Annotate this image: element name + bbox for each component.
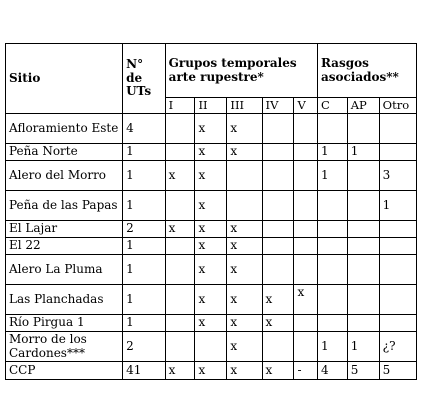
table-cell	[379, 114, 416, 144]
table-cell: x	[227, 255, 262, 285]
table-cell: x	[227, 332, 262, 362]
sub-header-cell: C	[317, 98, 347, 114]
uts-count-cell: 1	[123, 161, 166, 191]
table-cell	[227, 191, 262, 221]
table-cell	[294, 144, 317, 161]
site-name-cell: Peña de las Papas	[6, 191, 123, 221]
table-cell	[347, 161, 379, 191]
table-cell	[294, 315, 317, 332]
table-row	[6, 191, 417, 221]
table-cell	[294, 255, 317, 285]
table-cell	[165, 315, 195, 332]
table-cell	[379, 285, 416, 315]
header-site: Sitio	[6, 44, 123, 114]
table-cell	[317, 285, 347, 315]
table-cell	[262, 191, 294, 221]
uts-count-cell: 1	[123, 285, 166, 315]
table-row	[6, 144, 417, 161]
table-cell: 1	[379, 191, 416, 221]
table-cell	[262, 332, 294, 362]
table-cell	[379, 238, 416, 255]
table-cell: x	[227, 144, 262, 161]
table-cell	[347, 315, 379, 332]
table-cell	[317, 238, 347, 255]
table-cell	[262, 238, 294, 255]
table-cell	[294, 238, 317, 255]
table-cell: 5	[379, 362, 416, 380]
table-row	[6, 332, 417, 362]
table-cell: x	[195, 238, 227, 255]
sub-header-cell: III	[227, 98, 262, 114]
table-cell: x	[262, 315, 294, 332]
table-row	[6, 255, 417, 285]
table-cell	[165, 144, 195, 161]
table-cell	[379, 221, 416, 238]
site-name-cell: Río Pirgua 1	[6, 315, 123, 332]
table-cell: x	[195, 144, 227, 161]
table-cell	[317, 114, 347, 144]
sub-header-cell: AP	[347, 98, 379, 114]
uts-count-cell: 41	[123, 362, 166, 380]
table-cell: x	[195, 315, 227, 332]
table-row	[6, 238, 417, 255]
site-name-cell: Afloramiento Este	[6, 114, 123, 144]
table-cell	[262, 144, 294, 161]
uts-count-cell: 1	[123, 144, 166, 161]
table-cell: x	[195, 161, 227, 191]
table-cell: x	[195, 221, 227, 238]
table-cell	[347, 238, 379, 255]
table-row	[6, 315, 417, 332]
table-cell	[294, 221, 317, 238]
table-cell: x	[195, 362, 227, 380]
table-cell	[294, 114, 317, 144]
table-row	[6, 114, 417, 144]
header-groups: Grupos temporales arte rupestre*	[165, 44, 317, 98]
table-cell: x	[262, 362, 294, 380]
table-cell: 3	[379, 161, 416, 191]
uts-count-cell: 1	[123, 315, 166, 332]
table-cell	[165, 255, 195, 285]
sub-header-cell: II	[195, 98, 227, 114]
table-cell	[165, 191, 195, 221]
table-cell: 5	[347, 362, 379, 380]
table-cell: x	[227, 221, 262, 238]
table-cell: x	[262, 285, 294, 315]
table-cell: x	[227, 285, 262, 315]
table-body	[6, 114, 417, 380]
table-cell	[379, 315, 416, 332]
table-cell: x	[227, 315, 262, 332]
table-cell: 1	[317, 161, 347, 191]
table-cell	[379, 255, 416, 285]
uts-count-cell: 1	[123, 238, 166, 255]
site-name-cell: CCP	[6, 362, 123, 380]
sub-header-cell: I	[165, 98, 195, 114]
uts-count-cell: 1	[123, 191, 166, 221]
table-cell	[317, 315, 347, 332]
table-cell	[294, 161, 317, 191]
table-row	[6, 221, 417, 238]
table-cell: x	[227, 362, 262, 380]
table-cell: 1	[347, 144, 379, 161]
table-row	[6, 161, 417, 191]
site-name-cell: Las Planchadas	[6, 285, 123, 315]
table-cell: x	[195, 285, 227, 315]
table-cell	[165, 332, 195, 362]
table-cell	[294, 332, 317, 362]
site-name-cell: El 22	[6, 238, 123, 255]
table-cell: x	[195, 255, 227, 285]
table-cell: 1	[317, 332, 347, 362]
sub-header-cell: V	[294, 98, 317, 114]
table-cell	[317, 255, 347, 285]
table-cell: x	[227, 114, 262, 144]
table-cell: 1	[347, 332, 379, 362]
table-cell	[347, 191, 379, 221]
table-cell: x	[165, 362, 195, 380]
table-cell	[347, 221, 379, 238]
site-name-cell: El Lajar	[6, 221, 123, 238]
table-cell	[317, 191, 347, 221]
table-cell	[347, 255, 379, 285]
site-name-cell: Alero del Morro	[6, 161, 123, 191]
table-cell	[227, 161, 262, 191]
table-cell: x	[165, 161, 195, 191]
table-cell: x	[165, 221, 195, 238]
site-name-cell: Alero La Pluma	[6, 255, 123, 285]
sub-header-cell: IV	[262, 98, 294, 114]
header-row	[6, 44, 417, 98]
table-row	[6, 362, 417, 380]
table-cell: ¿?	[379, 332, 416, 362]
table-cell	[347, 285, 379, 315]
header-uts: N° de UTs	[123, 44, 166, 114]
uts-count-cell: 2	[123, 221, 166, 238]
table-cell	[262, 114, 294, 144]
table-cell	[294, 191, 317, 221]
data-table	[5, 43, 417, 380]
site-name-cell: Morro de los Cardones***	[6, 332, 123, 362]
table-cell	[262, 255, 294, 285]
uts-count-cell: 1	[123, 255, 166, 285]
table-cell: x	[195, 114, 227, 144]
table-cell	[317, 221, 347, 238]
sub-header-cell: Otro	[379, 98, 416, 114]
table-cell	[165, 114, 195, 144]
table-cell: x	[227, 238, 262, 255]
table-cell	[262, 161, 294, 191]
table-cell: 4	[317, 362, 347, 380]
uts-count-cell: 2	[123, 332, 166, 362]
table-cell	[262, 221, 294, 238]
table-cell	[195, 332, 227, 362]
table-cell	[165, 285, 195, 315]
header-traits: Rasgos asociados**	[317, 44, 416, 98]
uts-count-cell: 4	[123, 114, 166, 144]
table-cell: 1	[317, 144, 347, 161]
site-name-cell: Peña Norte	[6, 144, 123, 161]
table-row	[6, 285, 417, 315]
table-cell	[379, 144, 416, 161]
table-cell: -	[294, 362, 317, 380]
table-cell	[347, 114, 379, 144]
table-cell	[165, 238, 195, 255]
table-cell: x	[294, 285, 317, 315]
table-cell: x	[195, 191, 227, 221]
